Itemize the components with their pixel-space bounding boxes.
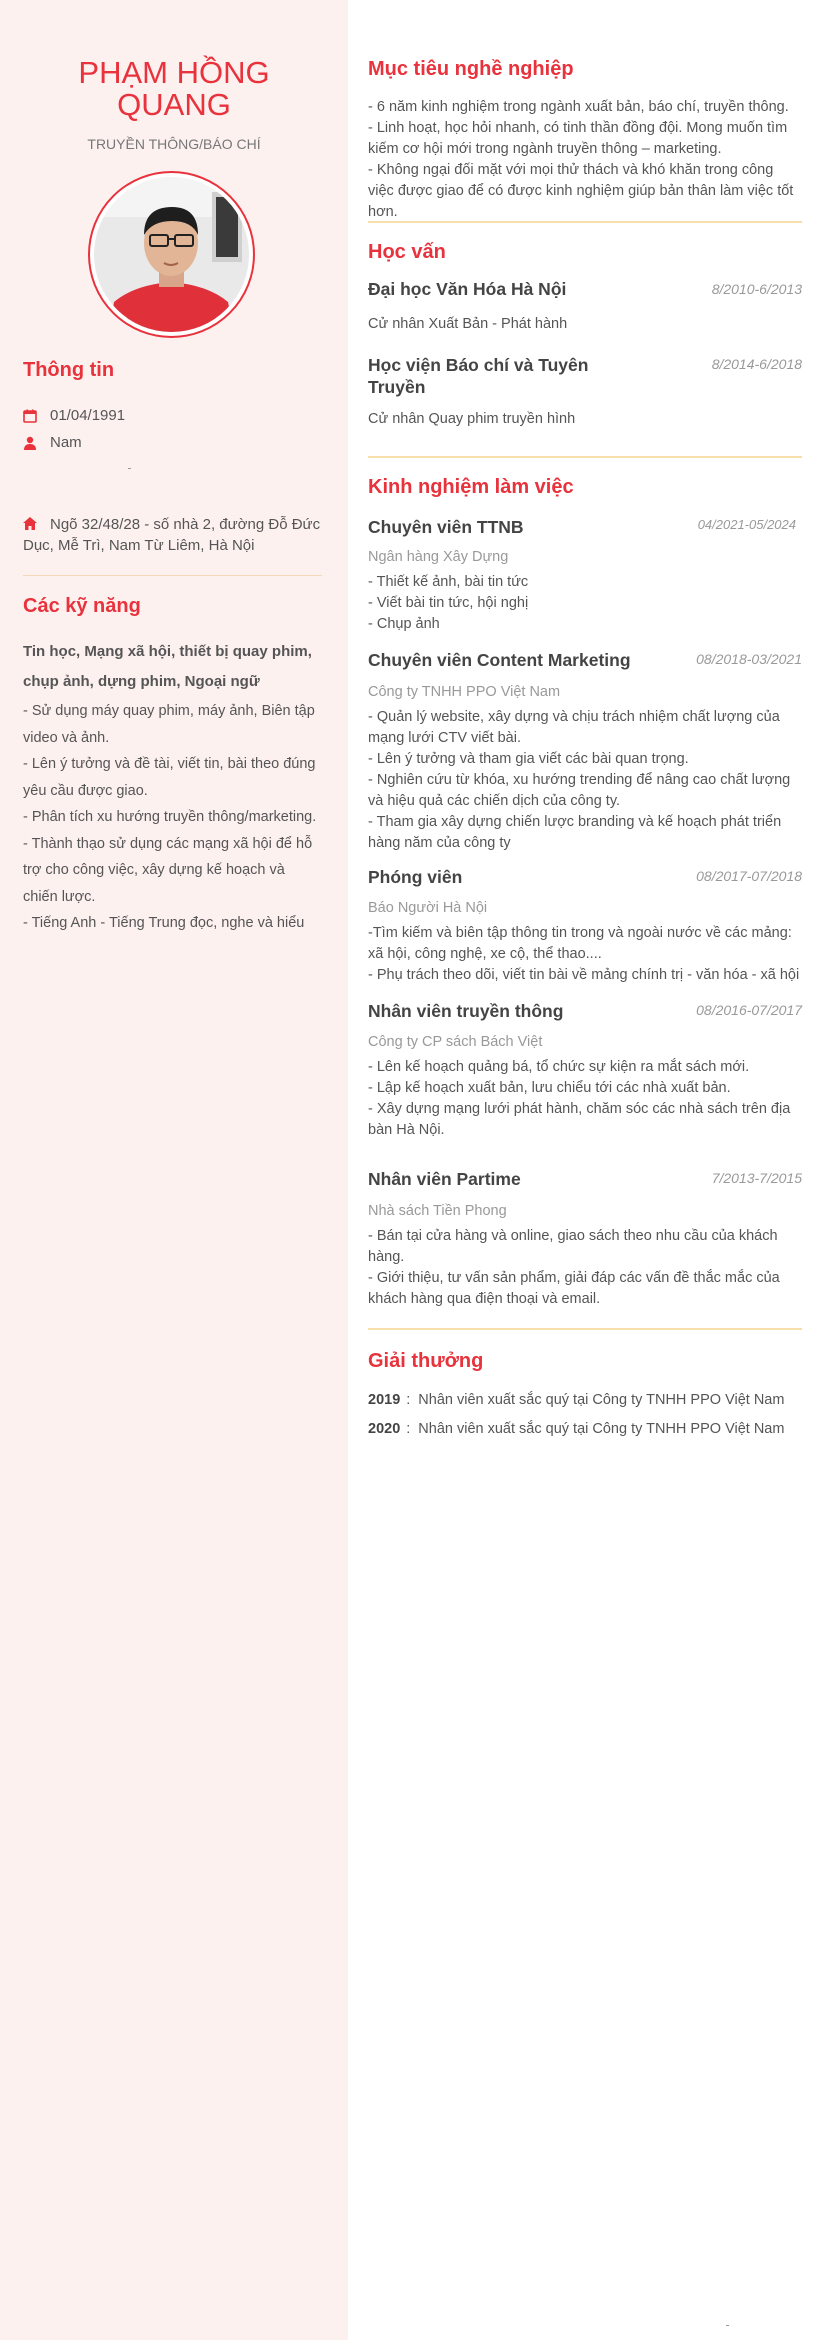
skills-list bbox=[23, 698, 323, 937]
job-details bbox=[368, 923, 802, 986]
section-divider bbox=[368, 221, 802, 223]
candidate-name bbox=[24, 57, 324, 121]
job-detail-line: - Bán tại cửa hàng và online, giao sách theo nhu cầu của khách hàng. bbox=[368, 1228, 778, 1265]
stray-mark bbox=[128, 468, 131, 469]
job-company: Báo Người Hà Nội bbox=[368, 900, 488, 916]
award-year: 2020 bbox=[368, 1421, 401, 1437]
job-detail-line: - Quản lý website, xây dựng và chịu trách nhiệm chất lượng của mạng lưới CTV viết bài. bbox=[368, 709, 780, 746]
education-date: 8/2014-6/2018 bbox=[711, 356, 802, 372]
objective-line: - 6 năm kinh nghiệm trong ngành xuất bản, báo chí, truyền thông. bbox=[368, 99, 789, 115]
award-year: 2019 bbox=[368, 1392, 401, 1408]
sidebar-divider bbox=[23, 575, 322, 576]
objective-line: - Linh hoạt, học hỏi nhanh, có tinh thần đồng đội. Mong muốn tìm kiếm cơ hội mới trong ngành truyền thông – marketing. bbox=[368, 120, 788, 157]
objective-line: - Không ngại đối mặt với mọi thử thách và khó khăn trong công việc được giao để có được kinh nghiệm giúp bản thân làm việc tốt hơn. bbox=[368, 162, 794, 220]
address-row bbox=[23, 514, 323, 556]
education-heading: Học vấn bbox=[368, 241, 446, 263]
section-divider bbox=[368, 456, 802, 458]
job-position: Nhân viên Partime bbox=[368, 1169, 521, 1189]
job-detail-line: - Giới thiệu, tư vấn sản phẩm, giải đáp các vấn đề thắc mắc của khách hàng qua điện thoại và email. bbox=[368, 1270, 780, 1307]
sidebar bbox=[0, 0, 348, 2340]
job-date: 7/2013-7/2015 bbox=[711, 1170, 802, 1186]
awards-heading: Giải thưởng bbox=[368, 1350, 484, 1372]
job-details bbox=[368, 707, 802, 854]
job-details bbox=[368, 572, 802, 635]
job-detail-line: - Phụ trách theo dõi, viết tin bài về mảng chính trị - văn hóa - xã hội bbox=[368, 967, 800, 983]
birthday-value: 01/04/1991 bbox=[50, 407, 126, 424]
job-date: 08/2017-07/2018 bbox=[696, 868, 802, 884]
avatar bbox=[88, 171, 255, 338]
section-divider bbox=[368, 1328, 802, 1330]
job-detail-line: - Nghiên cứu từ khóa, xu hướng trending để nâng cao chất lượng và hiệu quả các chiến dịch của công ty. bbox=[368, 772, 791, 809]
gender-value: Nam bbox=[50, 434, 82, 451]
objective-text bbox=[368, 97, 802, 223]
job-position: Chuyên viên Content Marketing bbox=[368, 650, 631, 670]
job-details bbox=[368, 1057, 802, 1141]
avatar-photo bbox=[94, 177, 249, 332]
award-row: 2020 : Nhân viên xuất sắc quý tại Công ty TNHH PPO Việt Nam bbox=[368, 1421, 785, 1437]
job-position: Phóng viên bbox=[368, 867, 463, 887]
job-position: Nhân viên truyền thông bbox=[368, 1001, 564, 1021]
calendar-icon bbox=[23, 409, 37, 423]
education-degree: Cử nhân Quay phim truyền hình bbox=[368, 411, 576, 427]
job-detail-line: - Lên ý tưởng và tham gia viết các bài quan trọng. bbox=[368, 751, 689, 767]
skill-item: - Tiếng Anh - Tiếng Trung đọc, nghe và hiểu bbox=[23, 915, 305, 931]
job-position: Chuyên viên TTNB bbox=[368, 517, 524, 537]
job-detail-line: - Lập kế hoạch xuất bản, lưu chiểu tới các nhà xuất bản. bbox=[368, 1080, 731, 1096]
name-line-2: QUANG bbox=[117, 87, 231, 122]
education-school: Đại học Văn Hóa Hà Nội bbox=[368, 279, 567, 299]
objective-heading: Mục tiêu nghề nghiệp bbox=[368, 58, 574, 80]
experience-heading: Kinh nghiệm làm việc bbox=[368, 476, 574, 498]
education-school: Học viện Báo chí và Tuyên Truyền bbox=[368, 355, 589, 397]
user-icon bbox=[23, 436, 37, 450]
gender-row bbox=[23, 434, 82, 451]
award-text: Nhân viên xuất sắc quý tại Công ty TNHH PPO Việt Nam bbox=[418, 1392, 785, 1408]
job-date: 04/2021-05/2024 bbox=[697, 517, 796, 532]
award-text: Nhân viên xuất sắc quý tại Công ty TNHH PPO Việt Nam bbox=[418, 1421, 785, 1437]
job-date: 08/2018-03/2021 bbox=[696, 651, 802, 667]
skill-item: - Phân tích xu hướng truyền thông/marketing. bbox=[23, 809, 317, 825]
job-title: TRUYỀN THÔNG/BÁO CHÍ bbox=[87, 136, 261, 152]
home-icon bbox=[23, 515, 37, 529]
job-details bbox=[368, 1226, 802, 1310]
award-row: 2019 : Nhân viên xuất sắc quý tại Công ty TNHH PPO Việt Nam bbox=[368, 1392, 785, 1408]
job-company: Ngân hàng Xây Dựng bbox=[368, 549, 509, 565]
skill-item: - Sử dụng máy quay phim, máy ảnh, Biên tập video và ảnh. bbox=[23, 703, 315, 746]
skills-heading: Các kỹ năng bbox=[23, 595, 141, 617]
info-heading: Thông tin bbox=[23, 359, 115, 381]
address-value: Ngõ 32/48/28 - số nhà 2, đường Đỗ Đức Dục, Mễ Trì, Nam Từ Liêm, Hà Nội bbox=[23, 516, 321, 554]
job-detail-line: - Lên kế hoạch quảng bá, tổ chức sự kiện ra mắt sách mới. bbox=[368, 1059, 750, 1075]
job-company: Nhà sách Tiền Phong bbox=[368, 1203, 507, 1219]
education-degree: Cử nhân Xuất Bản - Phát hành bbox=[368, 316, 568, 332]
job-date: 08/2016-07/2017 bbox=[696, 1002, 802, 1018]
skill-item: - Thành thạo sử dụng các mạng xã hội để hỗ trợ cho công việc, xây dựng kế hoạch và chiến lược. bbox=[23, 835, 313, 905]
job-company: Công ty CP sách Bách Việt bbox=[368, 1034, 543, 1050]
job-detail-line: - Thiết kế ảnh, bài tin tức bbox=[368, 574, 529, 590]
skill-item: - Lên ý tưởng và đề tài, viết tin, bài theo đúng yêu cầu được giao. bbox=[23, 756, 316, 799]
education-date: 8/2010-6/2013 bbox=[711, 281, 802, 297]
name-line-1: PHẠM HỒNG bbox=[78, 55, 270, 90]
skills-summary: Tin học, Mạng xã hội, thiết bị quay phim, chụp ảnh, dựng phim, Ngoại ngữ bbox=[23, 643, 312, 690]
job-detail-line: - Chụp ảnh bbox=[368, 616, 440, 632]
stray-mark bbox=[726, 2325, 729, 2326]
job-detail-line: - Xây dựng mạng lưới phát hành, chăm sóc các nhà sách trên địa bàn Hà Nội. bbox=[368, 1101, 791, 1138]
job-detail-line: - Viết bài tin tức, hội nghị bbox=[368, 595, 529, 611]
job-detail-line: - Tham gia xây dựng chiến lược branding và kế hoạch phát triển hàng năm của công ty bbox=[368, 814, 782, 851]
job-company: Công ty TNHH PPO Việt Nam bbox=[368, 684, 561, 700]
birthday-row bbox=[23, 407, 125, 424]
job-detail-line: -Tìm kiếm và biên tập thông tin trong và ngoài nước về các mảng: xã hội, công nghệ, xe cộ, thể thao.... bbox=[368, 925, 792, 962]
